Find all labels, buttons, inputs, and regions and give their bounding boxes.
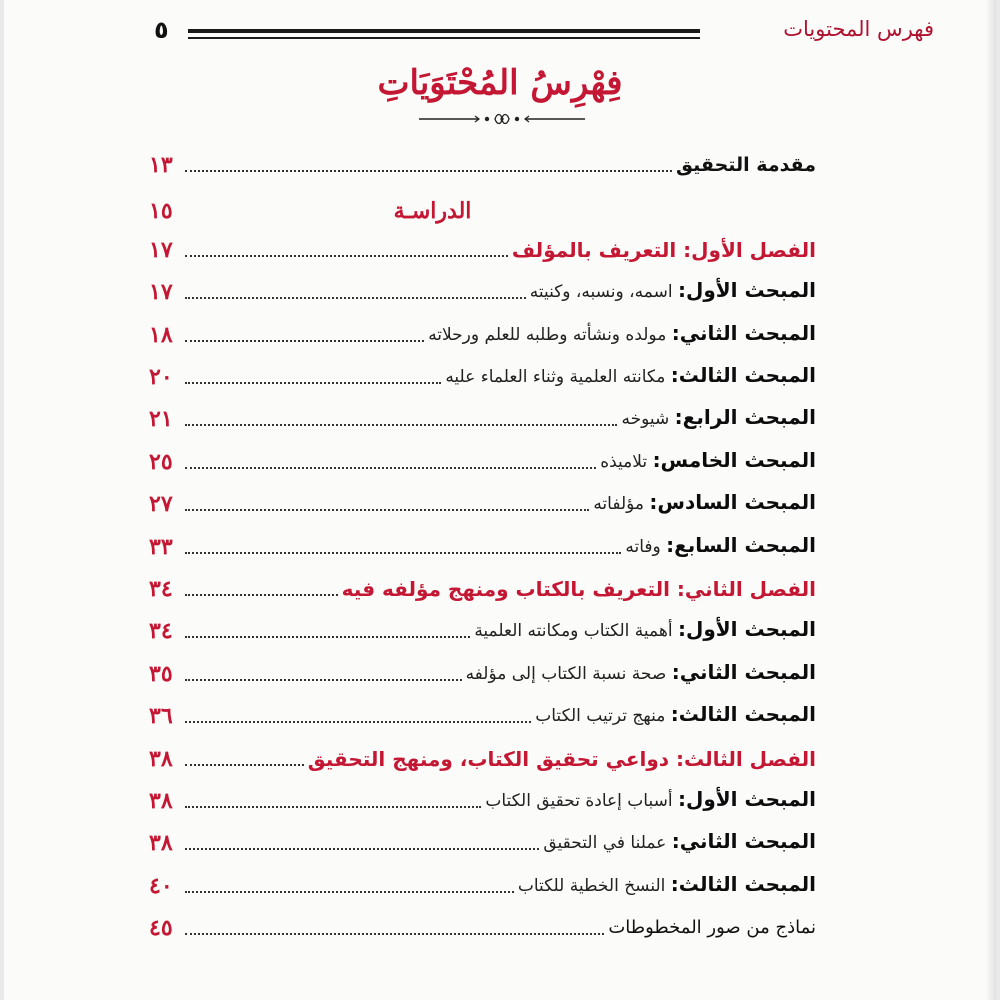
book-page (4, 0, 996, 1000)
toc-entry-lead: المبحث الثالث: (670, 363, 816, 387)
toc-entry-title: أهمية الكتاب ومكانته العلمية (474, 621, 678, 642)
toc-page-number: ٣٨ (149, 788, 173, 814)
dot-leader (185, 340, 424, 342)
toc-row (149, 358, 816, 392)
toc-entry-label: الفصل الثاني: التعريف بالكتاب ومنهج مؤلفه فيه (341, 577, 816, 601)
toc-page-number: ٣٤ (149, 618, 173, 645)
toc-entry-label (539, 826, 816, 858)
dot-leader (185, 509, 589, 511)
toc-page-number: ٣٤ (149, 576, 173, 602)
toc-entry-lead: المبحث الخامس: (652, 447, 816, 472)
toc-page-number: ١٥ (149, 198, 173, 225)
ornament-divider-icon (417, 111, 587, 127)
toc-chapter-row (149, 570, 816, 604)
toc-row (149, 316, 816, 350)
toc-entry-lead: المبحث الأول: (677, 787, 816, 811)
toc-entry-title: مؤلفاته (593, 494, 650, 515)
toc-row (149, 697, 816, 731)
toc-section-row (149, 192, 816, 226)
toc-entry-lead: المبحث الثالث: (670, 871, 816, 896)
dot-leader (185, 636, 470, 638)
toc-entry-label (470, 614, 816, 646)
toc-page-number: ٣٣ (149, 533, 173, 560)
dot-leader (185, 891, 514, 893)
toc-row (149, 443, 816, 477)
toc-page-number: ٣٦ (149, 703, 173, 730)
toc-entry-lead: المبحث الأول: (677, 278, 816, 303)
toc-page-number: ٣٨ (149, 745, 173, 772)
toc-page-number: ٢٠ (149, 364, 173, 390)
toc-entry-label (596, 445, 816, 477)
toc-row (149, 485, 816, 519)
toc-entry-title: اسمه، ونسبه، وكنيته (529, 282, 678, 303)
toc-entry-label: مقدمة التحقيق (676, 154, 816, 176)
toc-entry-title: عملنا في التحقيق (543, 833, 672, 854)
toc-row (149, 782, 816, 816)
toc-page-number: ١٨ (149, 321, 173, 348)
toc-entry-label (589, 487, 816, 519)
toc-page-number: ٢٥ (149, 448, 173, 475)
toc-entry-label: نماذج من صور المخطوطات (608, 917, 816, 939)
toc-entry-label (462, 657, 816, 689)
toc-entry-lead: المبحث الأول: (677, 617, 816, 642)
dot-leader (185, 255, 508, 257)
toc-entry-label (617, 402, 816, 434)
toc-entry-lead: المبحث الرابع: (674, 405, 816, 430)
toc-chapter-row (149, 231, 816, 265)
toc-row (149, 824, 816, 858)
toc-row (149, 273, 816, 307)
dot-leader (185, 806, 481, 808)
toc-row (149, 528, 816, 562)
toc-page-number: ٣٥ (149, 660, 173, 687)
toc-row (149, 655, 816, 689)
toc-entry-title: منهج ترتيب الكتاب (535, 706, 671, 727)
toc-entry-title: وفاته (625, 536, 667, 557)
dot-leader (185, 679, 462, 681)
page-edge-shadow (986, 0, 996, 1000)
dot-leader (185, 467, 596, 469)
toc-entry-lead: المبحث الثاني: (671, 659, 816, 684)
toc-entry-lead: المبحث السادس: (649, 490, 816, 515)
toc-row (149, 146, 816, 180)
page-number: ٥ (154, 16, 169, 44)
toc-entry-label: الفصل الثالث: دواعي تحقيق الكتاب، ومنهج التحقيق (307, 746, 816, 771)
toc-entry-label (526, 275, 816, 307)
toc-entry-title: النسخ الخطية للكتاب (517, 875, 671, 896)
header-rule-thin (188, 37, 700, 39)
toc-chapter-row (149, 740, 816, 774)
toc-row (149, 909, 816, 943)
toc-entry-lead: المبحث الثاني: (671, 829, 816, 854)
toc-page-number: ١٣ (149, 152, 173, 178)
toc-page-number: ٢٧ (149, 491, 173, 518)
toc-page-number: ١٧ (149, 279, 173, 306)
toc-page-number: ٢١ (149, 406, 173, 433)
toc-entry-label (424, 318, 816, 350)
toc-row (149, 867, 816, 901)
section-heading: الدراسـة (393, 198, 472, 225)
toc-entry-lead: المبحث الثالث: (670, 702, 816, 727)
dot-leader (185, 382, 441, 384)
toc-entry-title: مولده ونشأته وطلبه للعلم ورحلاته (428, 324, 672, 345)
toc-entry-title: صحة نسبة الكتاب إلى مؤلفه (465, 663, 672, 684)
toc-page-number: ١٧ (149, 236, 173, 263)
dot-leader (185, 594, 338, 596)
toc-entry-label (441, 360, 816, 392)
dot-leader (185, 721, 531, 723)
header-rule-thick (188, 29, 700, 33)
toc-row (149, 612, 816, 646)
toc-entry-label: الفصل الأول: التعريف بالمؤلف (511, 237, 816, 262)
toc-entry-label (531, 699, 816, 731)
toc-entry-title: شيوخه (621, 409, 675, 430)
toc-page-number: ٤٠ (149, 872, 173, 899)
dot-leader (185, 424, 617, 426)
toc-entry-lead: المبحث السابع: (666, 532, 816, 557)
toc-entry-label (514, 869, 816, 901)
page-title: فِهْرِسُ المُحْتَوَيَاتِ (377, 63, 623, 103)
dot-leader (185, 297, 526, 299)
dot-leader (185, 764, 304, 766)
toc-entry-label (481, 784, 816, 816)
toc-entry-title: تلاميذه (600, 451, 653, 472)
dot-leader (185, 552, 621, 554)
toc-page-number: ٣٨ (149, 830, 173, 857)
running-header-title: فهرس المحتويات (783, 17, 934, 41)
toc-entry-title: مكانته العلمية وثناء العلماء عليه (445, 367, 671, 387)
dot-leader (185, 933, 604, 935)
toc-entry-label (621, 530, 816, 562)
toc-page-number: ٤٥ (149, 915, 173, 942)
toc-entry-title: أسباب إعادة تحقيق الكتاب (485, 791, 678, 811)
dot-leader (185, 170, 672, 172)
toc-row (149, 400, 816, 434)
dot-leader (185, 848, 539, 850)
toc-entry-lead: المبحث الثاني: (671, 320, 816, 345)
